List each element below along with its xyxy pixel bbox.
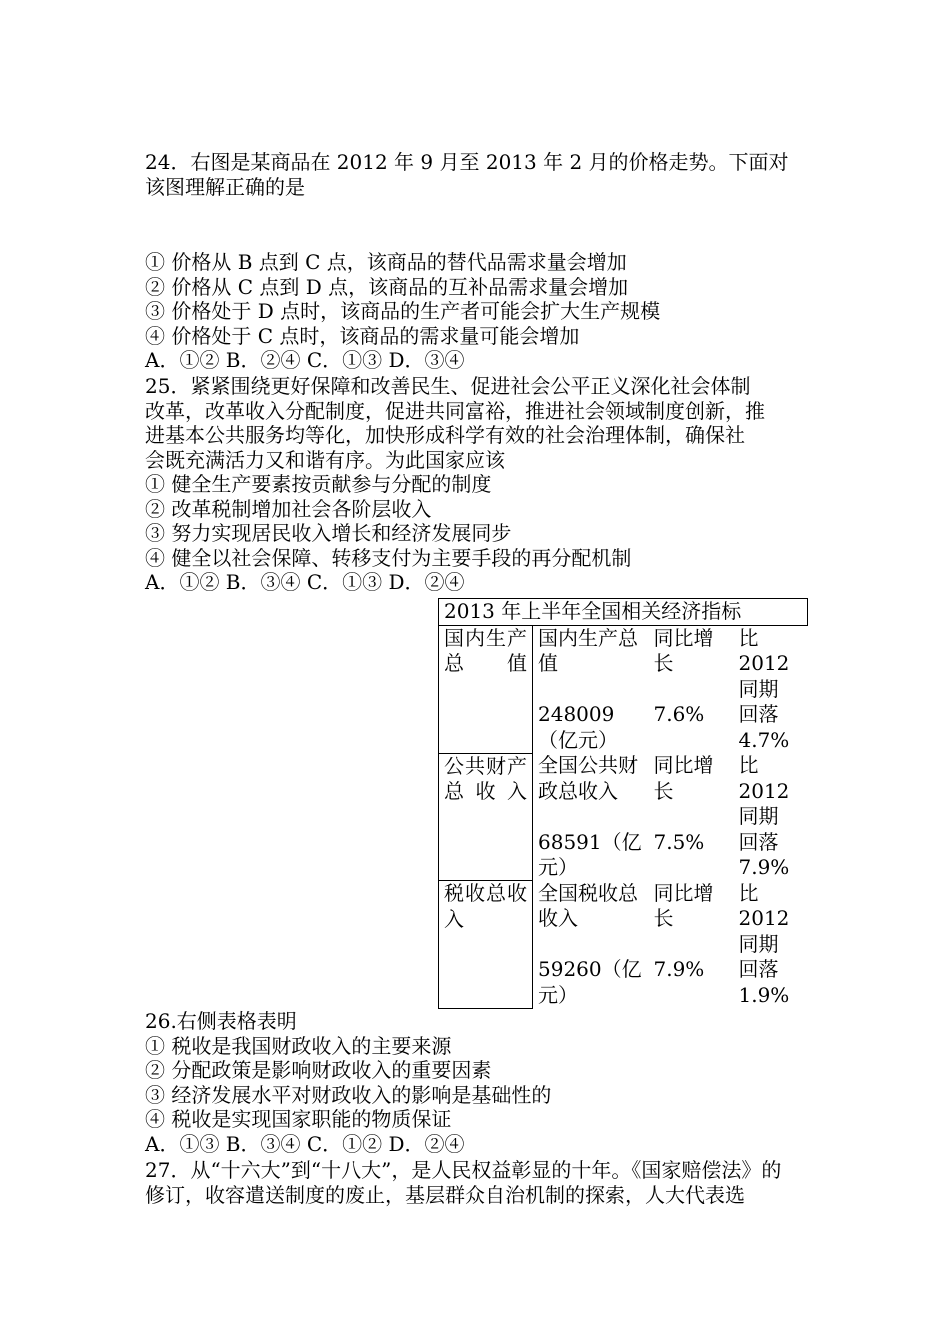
indicator-value: 248009（亿元） (538, 702, 618, 752)
compare-value: 回落 1.9% (738, 957, 790, 1007)
option-item: ① 税收是我国财政收入的主要来源 (145, 1033, 452, 1058)
question-25 (145, 374, 807, 595)
question-25-stem-line: 进基本公共服务均等化，加快形成科学有效的社会治理体制，确保社 (145, 423, 745, 447)
answer-choices: A．①③ B．③④ C．①② D．②④ (145, 1131, 465, 1156)
table-title: 2013 年上半年全国相关经济指标 (439, 599, 808, 626)
question-24-stem (145, 150, 807, 199)
option-item: ② 分配政策是影响财政收入的重要因素 (145, 1058, 492, 1082)
indicator-value: 59260（亿元） (538, 957, 642, 1007)
economic-indicators-table (438, 598, 808, 1009)
question-25-stem-line: 会既充满活力又和谐有序。为此国家应该 (145, 447, 505, 472)
growth-value: 7.6% (653, 702, 705, 726)
question-26-stem: 26.右侧表格表明 (145, 1009, 297, 1033)
option-item: ④ 价格处于 C 点时，该商品的需求量可能会增加 (145, 323, 580, 348)
option-item: ④ 健全以社会保障、转移支付为主要手段的再分配机制 (145, 545, 632, 570)
compare-value: 回落 4.7% (738, 702, 790, 752)
question-24-stem-line: 该图理解正确的是 (145, 174, 305, 199)
row-label: 国内生产总值 (439, 625, 533, 753)
question-24-stem-line: 24．右图是某商品在 2012 年 9 月至 2013 年 2 月的价格走势。下面对 (145, 150, 789, 174)
table-row (439, 625, 808, 702)
option-item: ① 价格从 B 点到 C 点，该商品的替代品需求量会增加 (145, 250, 627, 274)
compare-value: 回落 7.9% (738, 829, 790, 879)
question-27 (145, 1158, 807, 1207)
question-25-stem-line: 改革，改革收入分配制度，促进共同富裕，推进社会领域制度创新，推 (145, 398, 765, 423)
option-item: ③ 经济发展水平对财政收入的影响是基础性的 (145, 1082, 552, 1107)
option-item: ② 价格从 C 点到 D 点，该商品的互补品需求量会增加 (145, 274, 629, 299)
growth-label: 同比增长 (653, 753, 714, 803)
compare-label: 比 2012 同期 (738, 880, 790, 956)
indicator-name: 全国公共财政总收入 (538, 753, 638, 803)
option-item: ④ 税收是实现国家职能的物质保证 (145, 1107, 452, 1131)
row-label: 公共财产总收入 (439, 753, 533, 881)
option-item: ③ 价格处于 D 点时，该商品的生产者可能会扩大生产规模 (145, 299, 661, 323)
answer-choices: A．①② B．②④ C．①③ D．③④ (145, 348, 465, 372)
option-item: ③ 努力实现居民收入增长和经济发展同步 (145, 521, 512, 545)
growth-label: 同比增长 (653, 880, 714, 930)
question-26 (145, 1009, 807, 1156)
question-25-stem-line: 25．紧紧围绕更好保障和改善民生、促进社会公平正义深化社会体制 (145, 374, 751, 398)
option-item: ① 健全生产要素按贡献参与分配的制度 (145, 472, 492, 496)
growth-value: 7.9% (653, 957, 705, 981)
question-27-stem-line: 27．从“十六大”到“十八大”，是人民权益彰显的十年。《国家赔偿法》的 (145, 1158, 782, 1182)
indicator-value: 68591（亿元） (538, 829, 642, 879)
compare-label: 比 2012 同期 (738, 625, 790, 701)
compare-label: 比 2012 同期 (738, 753, 790, 828)
answer-choices: A．①② B．③④ C．①③ D．②④ (145, 570, 465, 594)
indicator-name: 全国税收总收入 (538, 880, 638, 930)
question-27-stem-line: 修订，收容遣送制度的废止，基层群众自治机制的探索，人大代表选 (145, 1182, 745, 1207)
growth-value: 7.5% (653, 829, 705, 854)
growth-label: 同比增长 (653, 625, 714, 675)
table-row (439, 753, 808, 830)
question-24-options (145, 250, 807, 373)
indicator-name: 国内生产总值 (538, 625, 638, 675)
table-row (439, 881, 808, 958)
option-item: ② 改革税制增加社会各阶层收入 (145, 496, 432, 521)
row-label: 税收总收入 (439, 881, 533, 1009)
